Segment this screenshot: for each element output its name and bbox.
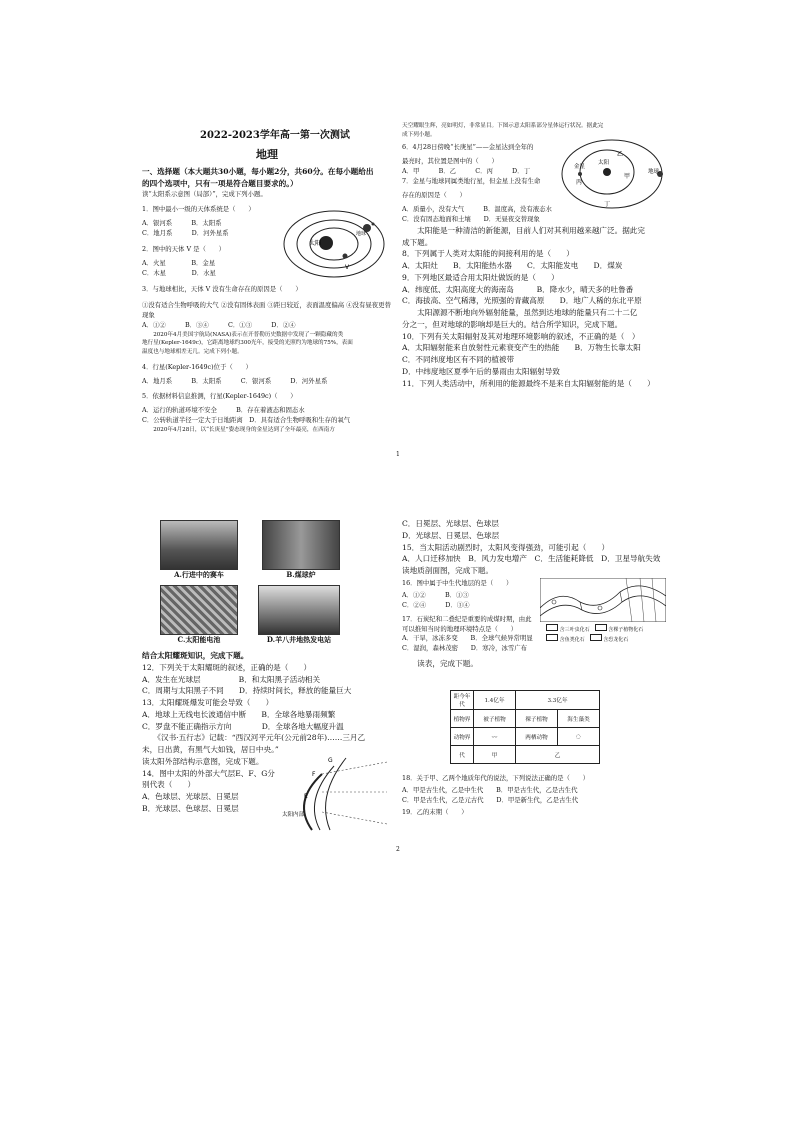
geo-legend bbox=[546, 624, 643, 644]
question-line: A．人口迁移加快 B．风力发电增产 C．生活能耗降低 D．卫星导航失效 bbox=[402, 554, 661, 564]
sun-label: 太阳 bbox=[598, 160, 610, 166]
caption-d: D.羊八井地热发电站 bbox=[266, 635, 332, 644]
passage-line: 成下题。 bbox=[402, 237, 433, 247]
exam-title: 2022-2023学年高一第一次测试 bbox=[200, 130, 350, 141]
question-line: A．①② B．①③ bbox=[402, 590, 469, 599]
layer-g-label: G bbox=[328, 757, 333, 764]
question-line: 17．石炭纪和二叠纪是重要的成煤时期，由此 bbox=[402, 614, 532, 623]
question-line: 10．下列有关太阳辐射及其对地理环境影响的叙述，不正确的是（ ） bbox=[402, 331, 640, 341]
page-number: 2 bbox=[396, 846, 400, 853]
table-cell: 〰 bbox=[474, 728, 516, 746]
question-line: 别代表（ ） bbox=[142, 780, 196, 790]
question-line: A．发生在光球层 B．和太阳黑子活动相关 bbox=[142, 674, 321, 684]
question-line: A．地球上无线电长波通信中断 B．全球各地暴雨频繁 bbox=[142, 709, 336, 719]
page1-left-column bbox=[142, 166, 392, 435]
passage-line: 温度也与地球相差无几。完成下列小题。 bbox=[142, 348, 243, 355]
question-line: 1．图中最小一级的天体系统是（ ） bbox=[142, 205, 255, 214]
table-cell: 海生藻类 bbox=[558, 710, 600, 728]
question-line: A．干旱，冰冻多变 B．全球气候异常明显 bbox=[402, 634, 533, 643]
question-line: ①没有适合生物呼吸的大气 ②没有固体表面 ③距日较近，表面温度偏高 ④没有昼夜更替现象 bbox=[142, 300, 391, 319]
question-line: C．不同纬度地区有不同的植被带 bbox=[402, 355, 515, 365]
question-line: C．海拔高、空气稀薄，光照强的青藏高原 D．地广人稀的东北平原 bbox=[402, 296, 642, 306]
page-number: 1 bbox=[396, 451, 400, 458]
question-line: C．湿润，森林茂密 D．寒冷，冰雪广布 bbox=[402, 644, 528, 653]
question-line: C．公转轨道半径一定大于日地距离 D．具有适合生物呼吸和生存的氧气 bbox=[142, 416, 351, 425]
question-line: 9．下列地区最适合用太阳灶做饭的是（ ） bbox=[402, 272, 559, 282]
passage-line: 2020年4月美国宇航局(NASA)表示在开普勒历史数据中发现了一颗隐藏的类 bbox=[142, 331, 344, 338]
question-line: 15．当太阳活动剧烈时，太阳风变得强劲，可能引起（ ） bbox=[402, 542, 610, 552]
question-line: 8．下列属于人类对太阳能的间接利用的是（ ） bbox=[402, 249, 574, 259]
question-line: C．罗盘不能正确指示方向 D．全球各地大幅度升温 bbox=[142, 721, 344, 731]
question-line: B．光球层、色球层、日冕层 bbox=[142, 803, 239, 813]
question-line: C．日冕层、光球层、色球层 bbox=[402, 519, 499, 528]
table-cell: 距今年代 bbox=[451, 691, 474, 710]
question-line: 19．乙的末期（ ） bbox=[402, 807, 468, 816]
question-line: 2．图中的天体 V 是（ ） bbox=[142, 245, 226, 254]
subject-title: 地理 bbox=[256, 148, 278, 161]
question-line: C．②④ D．③④ bbox=[402, 600, 470, 609]
passage-line: 《汉书·五行志》记载：“西汉河平元年(公元前28年)……三月乙 bbox=[142, 733, 366, 743]
question-line: 3．与地球相比，天体 V 没有生命存在的原因是（ ） bbox=[142, 284, 302, 293]
section-heading: 结合太阳耀斑知识，完成下题。 bbox=[142, 651, 249, 660]
page2-right-column bbox=[402, 518, 672, 818]
question-line: C．地月系 D．河外星系 bbox=[142, 229, 229, 238]
caption-a: A.行进中的赛车 bbox=[174, 570, 224, 579]
question-line: 可以推知当时的地理环境特点是（ ） bbox=[402, 624, 518, 633]
sun-structure-diagram bbox=[282, 752, 392, 832]
question-line: 14．图中太阳的外部大气层E、F、G分 bbox=[142, 768, 275, 778]
solar-system-diagram bbox=[282, 208, 392, 280]
question-line: A．银河系 B．太阳系 bbox=[142, 219, 222, 228]
question-line: D．光球层、日冕层、色球层 bbox=[402, 530, 500, 540]
position-bing: 丙 bbox=[576, 179, 583, 186]
question-line: A．质量小，没有大气 B．温度高，没有液态水 bbox=[402, 204, 552, 213]
table-cell: 乙 bbox=[516, 746, 600, 764]
question-line: A．火星 B．金星 bbox=[142, 259, 216, 268]
legend-dinosaur: 含恐龙化石 bbox=[603, 637, 629, 643]
question-line: A．甲是古生代，乙是中生代 B．甲是古生代，乙是古生代 bbox=[402, 785, 578, 794]
sun-icon bbox=[319, 236, 333, 250]
passage-line: 读表，完成下题。 bbox=[402, 659, 478, 669]
earth-label: 地球 bbox=[356, 231, 367, 237]
planet-v-label: V bbox=[345, 264, 350, 271]
sun-icon bbox=[603, 168, 611, 176]
question-line: 读“太阳系示意图（局部）”，完成下列小题。 bbox=[142, 189, 267, 198]
passage-line: 2020年4月28日，以“长庚星”姿态现身的金星达到了全年最亮，在西南方 bbox=[142, 427, 335, 434]
table-cell: 植物界 bbox=[451, 710, 474, 728]
question-line: A．色球层、光球层、日冕层 bbox=[142, 792, 239, 802]
geologic-time-table bbox=[450, 690, 600, 764]
section-heading-2: 的四个选项中，只有一项是符合题目要求的。） bbox=[142, 178, 298, 188]
question-line: C．没有固态地面和土壤 D．无昼夜交替现象 bbox=[402, 214, 540, 223]
photo-race-car bbox=[160, 520, 238, 580]
passage-line: 读地质剖面图，完成下题。 bbox=[402, 566, 494, 576]
section-heading-1: 一、选择题（本大题共30小题，每小题2分，共60分。在每小题给出 bbox=[142, 167, 374, 176]
venus-orbit-diagram bbox=[560, 136, 670, 214]
question-line: C．木星 D．水星 bbox=[142, 269, 216, 278]
caption-b: B.煤球炉 bbox=[286, 570, 316, 579]
passage-line: 成下列小题。 bbox=[402, 131, 436, 138]
question-line: 18．关于甲、乙两个地质年代的说法，下列说法正确的是（ ） bbox=[402, 774, 590, 783]
question-line: 6．4月28日傍晚“长庚星”——金星达到全年的 bbox=[402, 143, 534, 152]
question-line: 11．下列人类活动中，所利用的能源最终不是来自太阳辐射能的是（ ） bbox=[402, 378, 655, 388]
question-line: A．太阳灶 B．太阳能热水器 C．太阳能发电 D．煤炭 bbox=[402, 261, 623, 271]
table-cell: 裸子植物 bbox=[516, 710, 558, 728]
question-line: 最亮时，其位置是图中的（ ） bbox=[402, 157, 498, 166]
passage-line: 分之一，但对地球的影响却是巨大的。结合所学知识，完成下题。 bbox=[402, 319, 623, 329]
position-jia: 甲 bbox=[624, 173, 631, 180]
table-cell: ◌ bbox=[558, 728, 600, 746]
table-cell: 代 bbox=[451, 746, 474, 764]
question-line: A．①② B．③④ C．①③ D．②④ bbox=[142, 320, 296, 329]
question-line: 5．依据材料信息推测，行星(Kepler-1649c)（ ） bbox=[142, 392, 297, 401]
table-cell: 3.3亿年 bbox=[516, 691, 600, 710]
question-line: 存在的原因是（ ） bbox=[402, 191, 466, 199]
question-line: A．纬度低、太阳高度大的海南岛 B．降水少，晴天多的吐鲁番 bbox=[402, 284, 634, 294]
question-line: 7．金星与地球同属类地行星，但金星上没有生命 bbox=[402, 177, 541, 186]
table-cell: 动物界 bbox=[451, 728, 474, 746]
table-cell: 甲 bbox=[474, 746, 516, 764]
table-cell: 被子植物 bbox=[474, 710, 516, 728]
passage-line: 太阳源源不断地向外辐射能量，虽然到达地球的能量只有二十二亿 bbox=[402, 308, 638, 318]
photo-coal-stove bbox=[262, 520, 340, 580]
question-line: A．太阳辐射能来自放射性元素衰变产生的热能 B．万物生长靠太阳 bbox=[402, 343, 641, 353]
earth-label: 地球 bbox=[648, 169, 660, 175]
question-line: A．甲 B．乙 C．丙 D．丁 bbox=[402, 167, 530, 176]
question-line: 12．下列关于太阳耀斑的叙述，正确的是（ ） bbox=[142, 662, 312, 672]
sun-label: 太阳 bbox=[309, 240, 322, 247]
planet-v-icon bbox=[343, 254, 348, 259]
question-line: A．运行的轨道环境不安全 B．存在着液态和固态水 bbox=[142, 406, 305, 415]
question-line: 4．行星(Kepler-1649c)位于（ ） bbox=[142, 362, 252, 371]
venus-label: 金星 bbox=[574, 164, 586, 170]
legend-gymnosperm: 含裸子植物化石 bbox=[608, 627, 644, 633]
passage-line: 天空耀眼生辉，亮如明灯，非常显目。下图示意太阳系部分星体运行状况。据此完 bbox=[402, 123, 604, 129]
layer-f-label: F bbox=[312, 771, 316, 778]
passage-line: 太阳能是一种清洁的新能源，目前人们对其利用越来越广泛。据此完 bbox=[402, 225, 645, 235]
caption-c: C.太阳能电池 bbox=[177, 635, 221, 644]
layer-e-label: E bbox=[304, 793, 308, 800]
legend-fish: 含鱼类化石 bbox=[559, 637, 585, 643]
question-line: D．中纬度地区夏季午后的暴雨由太阳辐射导致 bbox=[402, 366, 560, 376]
table-cell: 1.4亿年 bbox=[474, 691, 516, 710]
question-line: 13．太阳耀斑爆发可能会导致（ ） bbox=[142, 698, 274, 708]
photo-geothermal bbox=[258, 585, 340, 645]
question-line: A．地月系 B．太阳系 C．银河系 D．河外星系 bbox=[142, 376, 328, 385]
position-ding: 丁 bbox=[604, 201, 611, 208]
passage-line: 地行星(Kepler-1649c)，它距离地球约300光年，接受的光照约为地球的75%，表面 bbox=[142, 340, 353, 347]
question-line: 16．图中属于中生代地层的是（ ） bbox=[402, 578, 513, 587]
table-cell: 两栖动物 bbox=[516, 728, 558, 746]
question-line: C．甲是古生代，乙是元古代 D．甲是新生代，乙是古生代 bbox=[402, 795, 579, 804]
passage-line: 读太阳外部结构示意图，完成下题。 bbox=[142, 756, 264, 766]
legend-trilobite: 含三叶虫化石 bbox=[559, 627, 590, 633]
position-yi: 乙 bbox=[617, 151, 624, 158]
question-line: C．周期与太阳黑子不同 D．持续时间长，释放的能量巨大 bbox=[142, 686, 352, 696]
sun-interior-label: 太阳内部 bbox=[282, 812, 305, 818]
passage-line: 未，日出黄，有黑气大如钱，居日中央。” bbox=[142, 745, 279, 755]
geological-profile bbox=[540, 578, 666, 622]
photo-solar-cell bbox=[160, 585, 238, 645]
